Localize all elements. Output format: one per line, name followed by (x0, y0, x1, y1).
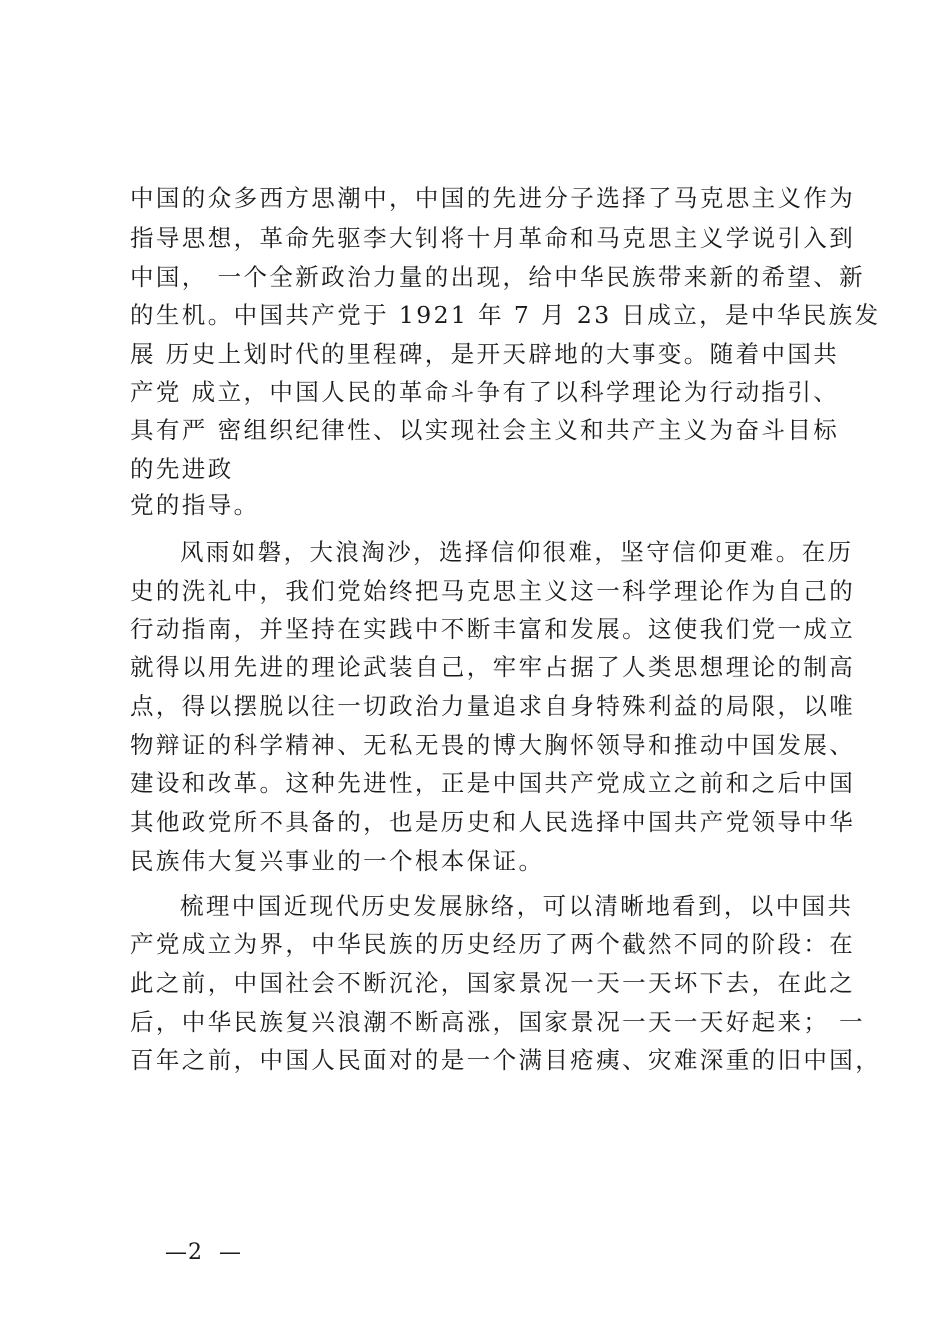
text-line: 就得以用先进的理论武装自己，牢牢占据了人类思想理论的制高 (130, 653, 856, 681)
text-line: 此之前，中国社会不断沉沦，国家景况一天一天坏下去，在此之 (130, 969, 856, 997)
text-line: 后，中华民族复兴浪潮不断高涨，国家景况一天一天好起来； 一 (130, 1008, 866, 1036)
text-line: 其他政党所不具备的，也是历史和人民选择中国共产党领导中华 (130, 808, 856, 836)
text-line: 建设和改革。这种先进性，正是中国共产党成立之前和之后中国 (130, 769, 856, 797)
text-line: 点，得以摆脱以往一切政治力量追求自身特殊利益的局限，以唯 (130, 692, 856, 720)
text-line: 民族伟大复兴事业的一个根本保证。 (130, 847, 545, 875)
text-line: 产党成立为界，中华民族的历史经历了两个截然不同的阶段：在 (130, 930, 856, 958)
text-line: 行动指南，并坚持在实践中不断丰富和发展。这使我们党一成立 (130, 615, 856, 643)
text-line: 史的洗礼中，我们党始终把马克思主义这一科学理论作为自己的 (130, 577, 856, 605)
text-line: 风雨如磐，大浪淘沙，选择信仰很难，坚守信仰更难。在历 (180, 538, 854, 566)
text-line: 展 历史上划时代的里程碑，是开天辟地的大事变。随着中国共 (130, 340, 840, 368)
text-line: 中国的众多西方思潮中，中国的先进分子选择了马克思主义作为 (130, 184, 856, 212)
text-line: 物辩证的科学精神、无私无畏的博大胸怀领导和推动中国发展、 (130, 731, 856, 759)
text-line: 百年之前，中国人民面对的是一个满目疮痍、灾难深重的旧中国， (130, 1046, 882, 1074)
text-line: 梳理中国近现代历史发展脉络，可以清晰地看到，以中国共 (180, 892, 854, 920)
text-line: 指导思想，革命先驱李大钊将十月革命和马克思主义学说引入到 (130, 224, 856, 252)
text-line: 产党 成立，中国人民的革命斗争有了以科学理论为行动指引、 (130, 378, 840, 406)
text-line: 具有严 密组织纪律性、以实现社会主义和共产主义为奋斗目标 (130, 416, 840, 444)
text-line: 党的指导。 (130, 491, 260, 519)
text-line: 的先进政 (130, 455, 234, 483)
text-line: 的生机。中国共产党于 1921 年 7 月 23 日成立，是中华民族发 (130, 301, 881, 329)
page-number: —2 — (165, 1240, 242, 1265)
text-line: 中国， 一个全新政治力量的出现，给中华民族带来新的希望、新 (130, 263, 866, 291)
